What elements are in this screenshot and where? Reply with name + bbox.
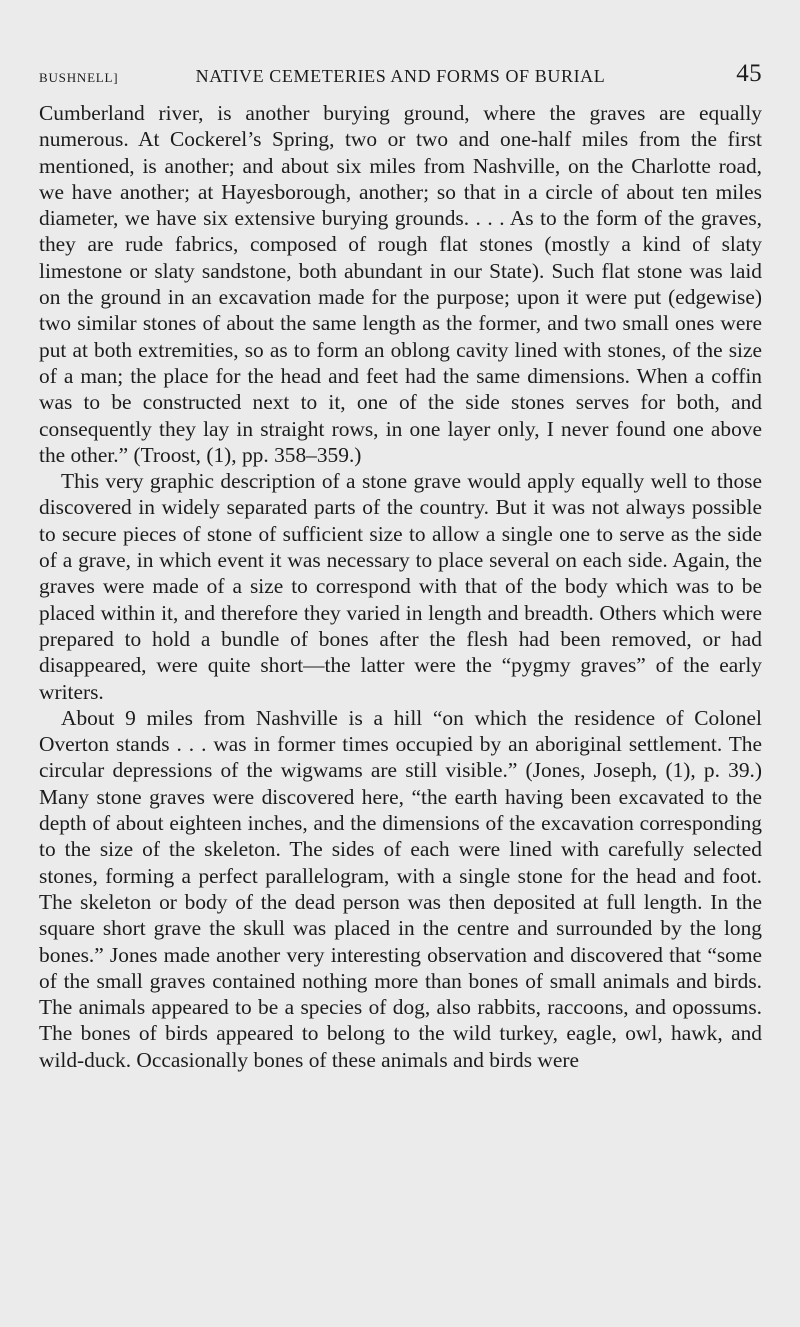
paragraph-1: Cumberland river, is another burying ground, where the graves are equally numerous. At Cockerel’s Spring, two or two and one-half miles from the first mentioned, is another; and about six miles from Nashville, on the Charlotte road, we have another; at Hayesborough, another; so that in a circle of about ten miles diameter, we have six extensive burying grounds. . . . As to the form of the graves, they are rude fabrics, composed of rough flat stones (mostly a kind of slaty limestone or slaty sandstone, both abundant in our State). Such flat stone was laid on the ground in an excavation made for the purpose; upon it were put (edgewise) two similar stones of about the same length as the former, and two small ones were put at both extremities, so as to form an oblong cavity lined with stones, of the size of a man; the place for the head and feet had the same dimensions. When a coffin was to be constructed next to it, one of the side stones serves for both, and consequently they lay in straight rows, in one layer only, I never found one above the other.” (Troost, (1), pp. 358–359.): [39, 101, 762, 467]
paragraph-3: About 9 miles from Nashville is a hill “on which the residence of Colonel Overton stands . . . was in former times occupied by an aboriginal settlement. The circular depressions of the wigwams are still visible.” (Jones, Joseph, (1), p. 39.) Many stone graves were discovered here, “the earth having been excavated to the depth of about eighteen inches, and the dimensions of the excavation corresponding to the size of the skeleton. The sides of each were lined with carefully selected stones, forming a perfect parallelogram, with a single stone for the head and foot. The skeleton or body of the dead person was then deposited at full length. In the square short grave the skull was placed in the centre and surrounded by the long bones.” Jones made another very interesting observation and discovered that “some of the small graves contained nothing more than bones of small animals and birds. The animals appeared to be a species of dog, also rabbits, raccoons, and opossums. The bones of birds appeared to belong to the wild turkey, eagle, owl, hawk, and wild-duck. Occasionally bones of these animals and birds were: [39, 705, 762, 1072]
running-head: [39, 58, 762, 94]
running-head-title: NATIVE CEMETERIES AND FORMS OF BURIAL: [195, 66, 606, 86]
paragraph-2: This very graphic description of a stone grave would apply equally well to those discovered in widely separated parts of the country. But it was not always possible to secure pieces of stone of sufficient size to allow a single one to serve as the side of a grave, in which event it was necessary to place several on each side. Again, the graves were made of a size to correspond with that of the body which was to be placed within it, and therefore they varied in length and breadth. Others which were prepared to hold a bundle of bones after the flesh had been removed, or had disappeared, were quite short—the latter were the “pygmy graves” of the early writers.: [39, 469, 762, 704]
page-number: 45: [736, 60, 762, 87]
running-head-author: BUSHNELL]: [39, 70, 119, 85]
body-text: [39, 100, 762, 1073]
